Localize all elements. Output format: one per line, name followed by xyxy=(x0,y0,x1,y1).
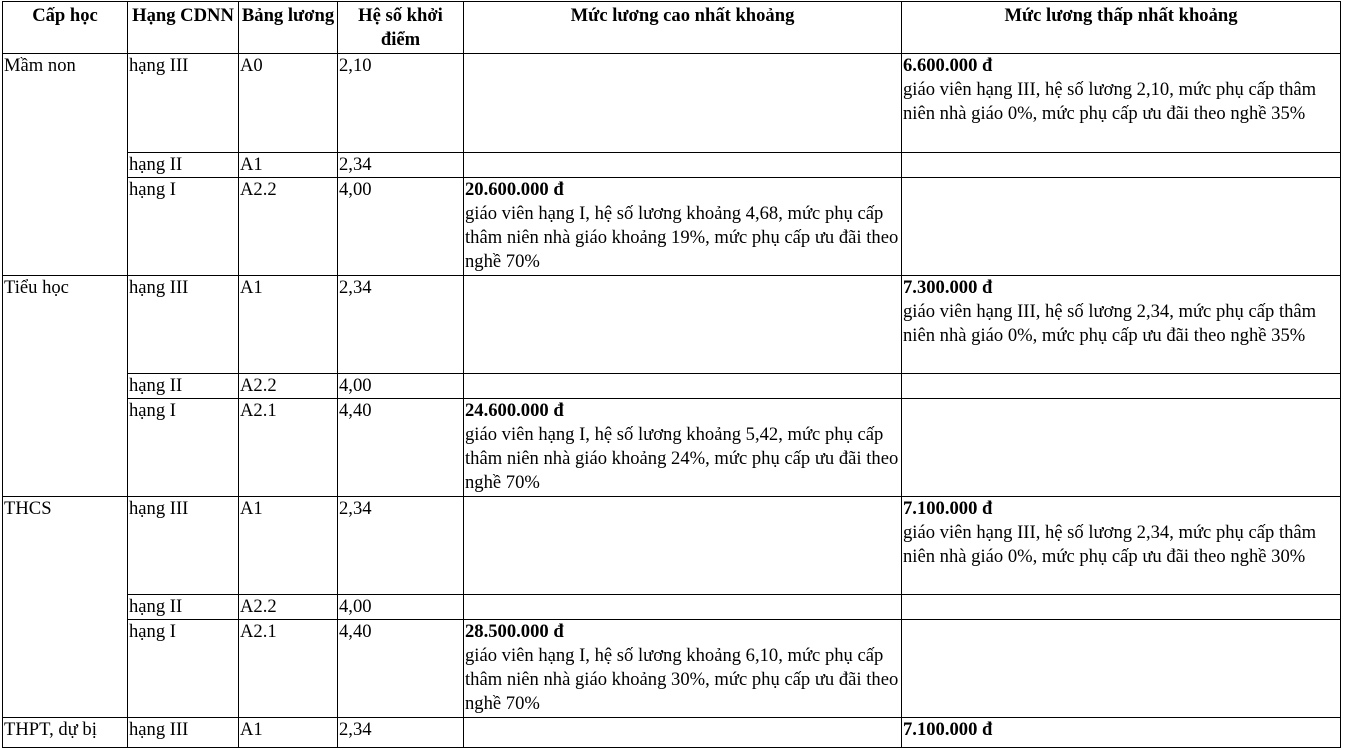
header-level: Cấp học xyxy=(3,2,128,54)
min-salary-cell xyxy=(902,178,1341,276)
header-row xyxy=(3,2,1341,54)
max-salary-description: giáo viên hạng I, hệ số lương khoảng 5,42, mức phụ cấp thâm niên nhà giáo khoảng 24%, mức phụ cấp ưu đãi theo nghề 70% xyxy=(465,424,899,493)
scale-cell: A2.2 xyxy=(239,178,338,276)
min-salary-amount: 7.300.000 đ xyxy=(903,277,993,298)
scale-cell: A1 xyxy=(239,718,338,748)
rank-cell: hạng III xyxy=(128,497,239,595)
max-salary-cell xyxy=(464,718,902,748)
min-salary-amount: 7.100.000 đ xyxy=(903,719,993,740)
coef-cell: 4,00 xyxy=(338,595,464,620)
level-cell: Mầm non xyxy=(3,54,128,276)
header-min-salary: Mức lương thấp nhất khoảng xyxy=(902,2,1341,54)
rank-cell: hạng II xyxy=(128,595,239,620)
table-row xyxy=(3,620,1341,718)
coef-cell: 2,34 xyxy=(338,276,464,374)
max-salary-amount: 20.600.000 đ xyxy=(465,179,564,200)
max-salary-cell xyxy=(464,178,902,276)
coef-cell: 2,34 xyxy=(338,153,464,178)
min-salary-cell xyxy=(902,620,1341,718)
level-cell: Tiểu học xyxy=(3,276,128,497)
table-row xyxy=(3,178,1341,276)
rank-cell: hạng II xyxy=(128,374,239,399)
min-salary-description: giáo viên hạng III, hệ số lương 2,34, mức phụ cấp thâm niên nhà giáo 0%, mức phụ cấp ưu đãi theo nghề 30% xyxy=(903,522,1317,567)
scale-cell: A2.1 xyxy=(239,620,338,718)
coef-cell: 2,10 xyxy=(338,54,464,153)
max-salary-description: giáo viên hạng I, hệ số lương khoảng 4,68, mức phụ cấp thâm niên nhà giáo khoảng 19%, mức phụ cấp ưu đãi theo nghề 70% xyxy=(465,203,899,272)
rank-cell: hạng II xyxy=(128,153,239,178)
max-salary-amount: 24.600.000 đ xyxy=(465,400,564,421)
coef-cell: 2,34 xyxy=(338,497,464,595)
level-cell: THCS xyxy=(3,497,128,718)
max-salary-cell xyxy=(464,374,902,399)
max-salary-description: giáo viên hạng I, hệ số lương khoảng 6,10, mức phụ cấp thâm niên nhà giáo khoảng 30%, mức phụ cấp ưu đãi theo nghề 70% xyxy=(465,645,899,714)
scale-cell: A0 xyxy=(239,54,338,153)
max-salary-cell xyxy=(464,153,902,178)
rank-cell: hạng I xyxy=(128,620,239,718)
min-salary-cell xyxy=(902,153,1341,178)
table-row xyxy=(3,718,1341,748)
max-salary-cell xyxy=(464,276,902,374)
max-salary-cell xyxy=(464,54,902,153)
scale-cell: A2.2 xyxy=(239,595,338,620)
rank-cell: hạng I xyxy=(128,178,239,276)
max-salary-cell xyxy=(464,497,902,595)
min-salary-cell xyxy=(902,718,1341,748)
min-salary-cell xyxy=(902,374,1341,399)
min-salary-description: giáo viên hạng III, hệ số lương 2,34, mức phụ cấp thâm niên nhà giáo 0%, mức phụ cấp ưu đãi theo nghề 35% xyxy=(903,301,1317,346)
coef-cell: 4,00 xyxy=(338,374,464,399)
table-row xyxy=(3,497,1341,595)
table-row xyxy=(3,374,1341,399)
min-salary-cell xyxy=(902,399,1341,497)
table-row xyxy=(3,276,1341,374)
max-salary-amount: 28.500.000 đ xyxy=(465,621,564,642)
header-coef: Hệ số khởi điểm xyxy=(338,2,464,54)
table-row xyxy=(3,54,1341,153)
scale-cell: A1 xyxy=(239,497,338,595)
header-scale: Bảng lương xyxy=(239,2,338,54)
min-salary-cell xyxy=(902,595,1341,620)
scale-cell: A1 xyxy=(239,276,338,374)
coef-cell: 4,40 xyxy=(338,399,464,497)
min-salary-cell xyxy=(902,497,1341,595)
table-row xyxy=(3,399,1341,497)
max-salary-cell xyxy=(464,620,902,718)
min-salary-description: giáo viên hạng III, hệ số lương 2,10, mức phụ cấp thâm niên nhà giáo 0%, mức phụ cấp ưu đãi theo nghề 35% xyxy=(903,79,1317,124)
coef-cell: 4,00 xyxy=(338,178,464,276)
table-row xyxy=(3,153,1341,178)
scale-cell: A1 xyxy=(239,153,338,178)
max-salary-cell xyxy=(464,399,902,497)
salary-table xyxy=(2,1,1341,748)
coef-cell: 2,34 xyxy=(338,718,464,748)
rank-cell: hạng III xyxy=(128,54,239,153)
max-salary-cell xyxy=(464,595,902,620)
header-rank: Hạng CDNN xyxy=(128,2,239,54)
min-salary-cell xyxy=(902,54,1341,153)
scale-cell: A2.2 xyxy=(239,374,338,399)
min-salary-amount: 7.100.000 đ xyxy=(903,498,993,519)
rank-cell: hạng III xyxy=(128,276,239,374)
rank-cell: hạng III xyxy=(128,718,239,748)
header-max-salary: Mức lương cao nhất khoảng xyxy=(464,2,902,54)
coef-cell: 4,40 xyxy=(338,620,464,718)
rank-cell: hạng I xyxy=(128,399,239,497)
min-salary-amount: 6.600.000 đ xyxy=(903,55,993,76)
level-cell: THPT, dự bị xyxy=(3,718,128,748)
table-row xyxy=(3,595,1341,620)
scale-cell: A2.1 xyxy=(239,399,338,497)
min-salary-cell xyxy=(902,276,1341,374)
